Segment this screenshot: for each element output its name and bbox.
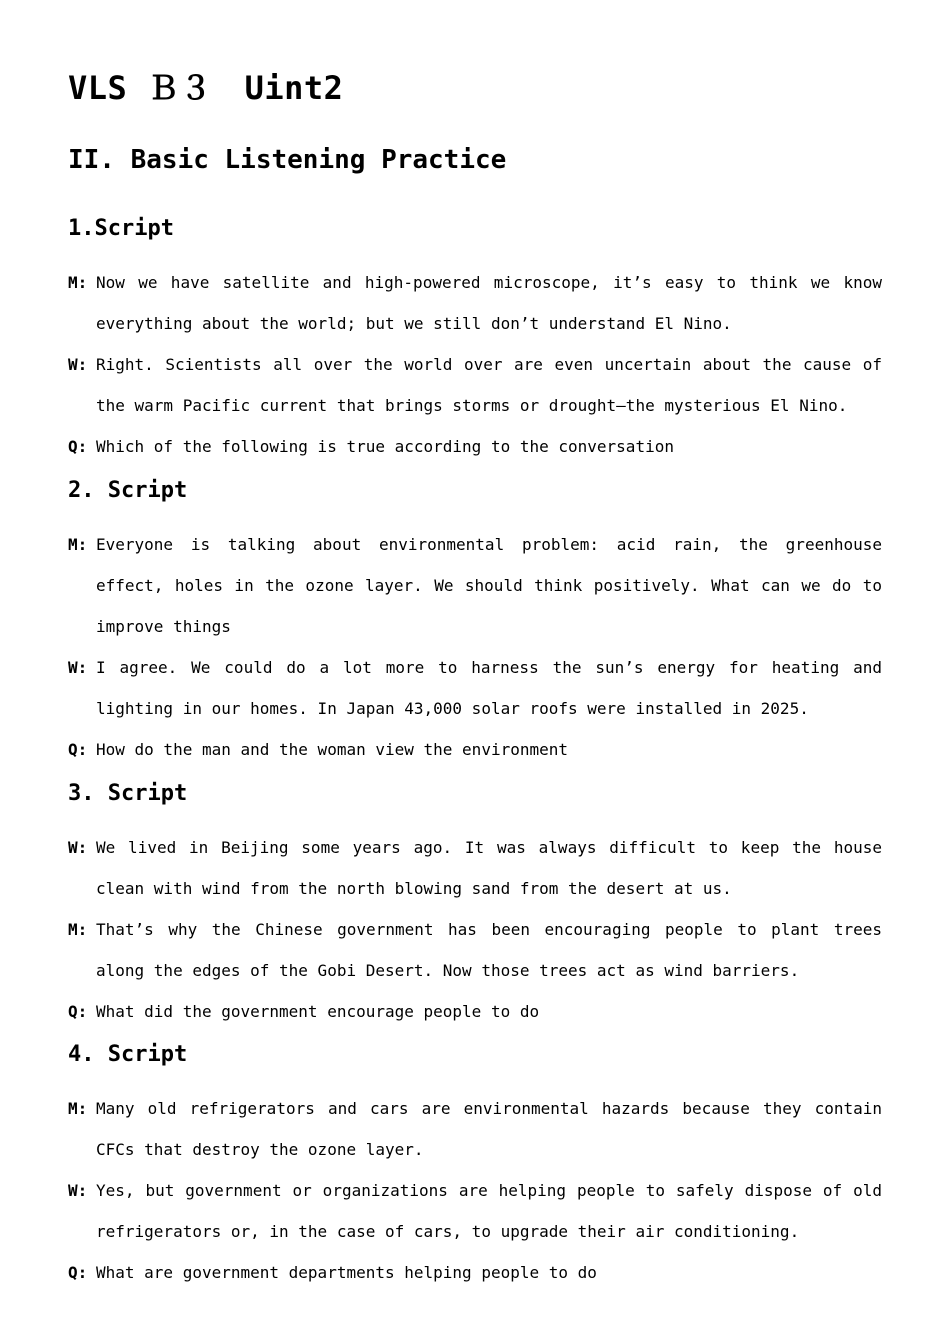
script-heading: 3. Script [68, 781, 188, 806]
script-heading: 4. Script [68, 1042, 188, 1067]
turn-text: Now we have satellite and high-powered microscope, it’s easy to think we know everything about the world; but we still don’t understand El Nino. [96, 273, 882, 333]
speaker-label: W: [68, 1181, 88, 1200]
script-block-4 [68, 1040, 882, 1293]
turn-text: That’s why the Chinese government has been encouraging people to plant trees along the edges of the Gobi Desert. Now those trees act as wind barriers. [96, 920, 882, 980]
dialogue-turn [68, 647, 882, 729]
dialogue-turn [68, 1088, 882, 1170]
script-heading: 2. Script [68, 478, 188, 503]
turn-text: We lived in Beijing some years ago. It was always difficult to keep the house clean with wind from the north blowing sand from the desert at us. [96, 838, 882, 898]
turn-text: How do the man and the woman view the environment [96, 740, 569, 759]
script-block-3 [68, 779, 882, 1032]
document-title: VLS Ｂ３ Uint2 [68, 69, 344, 107]
question-turn [68, 991, 882, 1032]
speaker-label: Q: [68, 740, 88, 759]
speaker-label: M: [68, 273, 88, 292]
question-turn [68, 1252, 882, 1293]
dialogue-turn [68, 909, 882, 991]
speaker-label: Q: [68, 1263, 88, 1282]
turn-text: What are government departments helping people to do [96, 1263, 597, 1282]
turn-text: What did the government encourage people to do [96, 1002, 540, 1021]
dialogue-turn [68, 344, 882, 426]
dialogue-turn [68, 262, 882, 344]
section-title: II. Basic Listening Practice [68, 145, 507, 175]
dialogue-turn [68, 1170, 882, 1252]
turn-text: Yes, but government or organizations are helping people to safely dispose of old refrigerators or, in the case of cars, to upgrade their air conditioning. [96, 1181, 882, 1241]
script-block-1 [68, 214, 882, 467]
speaker-label: Q: [68, 1002, 88, 1021]
speaker-label: W: [68, 355, 88, 374]
dialogue-turn [68, 827, 882, 909]
question-turn [68, 729, 882, 770]
speaker-label: M: [68, 1099, 88, 1118]
question-turn [68, 426, 882, 467]
speaker-label: W: [68, 658, 88, 677]
speaker-label: W: [68, 838, 88, 857]
turn-text: Many old refrigerators and cars are environmental hazards because they contain CFCs that destroy the ozone layer. [96, 1099, 882, 1159]
script-heading: 1.Script [68, 216, 174, 241]
turn-text: Right. Scientists all over the world over are even uncertain about the cause of the warm Pacific current that brings storms or drought—the mysterious El Nino. [96, 355, 882, 415]
speaker-label: Q: [68, 437, 88, 456]
speaker-label: M: [68, 920, 88, 939]
turn-text: I agree. We could do a lot more to harness the sun’s energy for heating and lighting in our homes. In Japan 43,000 solar roofs were installed in 2025. [96, 658, 882, 718]
turn-text: Everyone is talking about environmental problem: acid rain, the greenhouse effect, holes in the ozone layer. We should think positively. What can we do to improve things [96, 535, 882, 636]
script-block-2 [68, 476, 882, 770]
dialogue-turn [68, 524, 882, 647]
turn-text: Which of the following is true according to the conversation [96, 437, 674, 456]
speaker-label: M: [68, 535, 88, 554]
